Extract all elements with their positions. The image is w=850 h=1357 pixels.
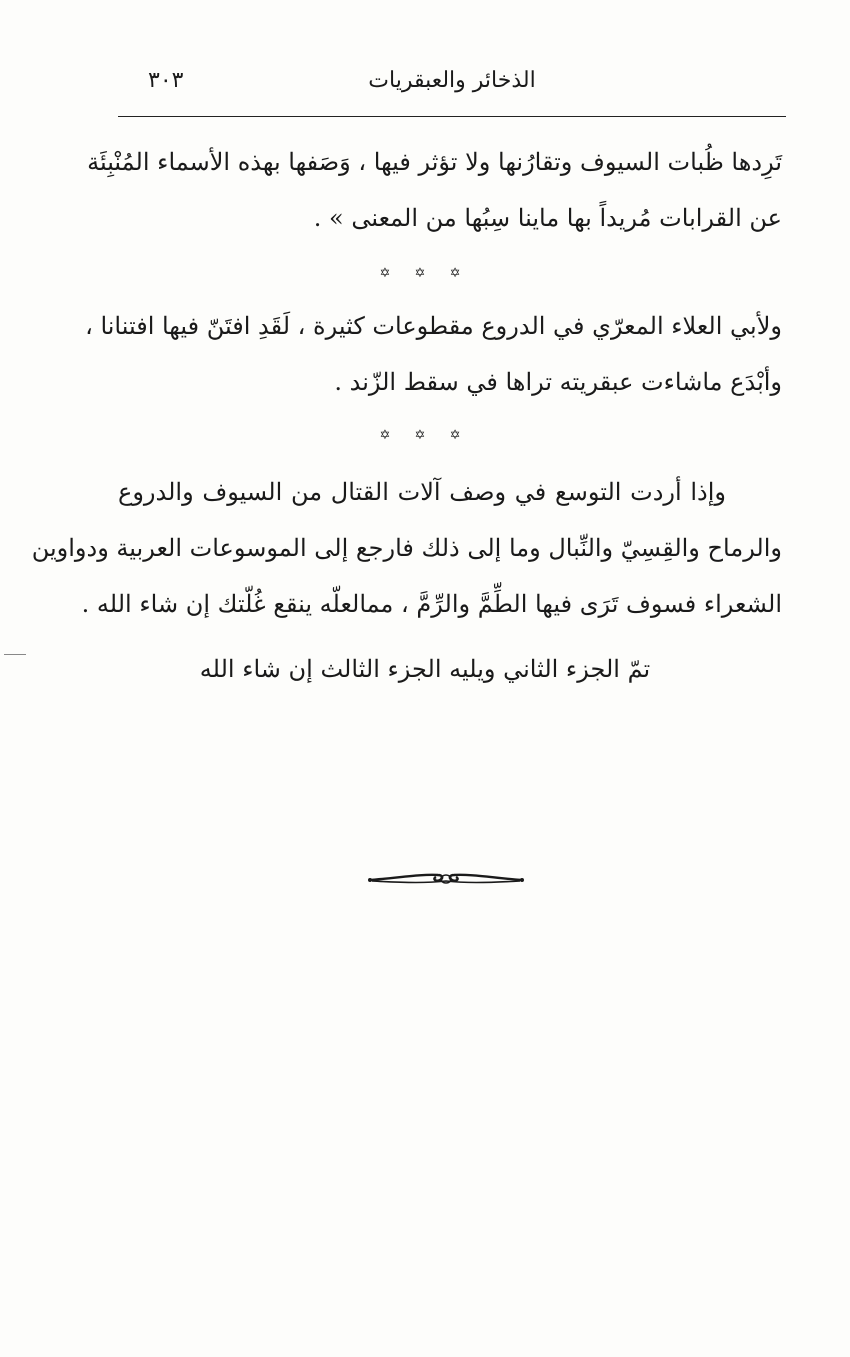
text-line: الشعراء فسوف تَرَى فيها الطِّمَّ والرِّمَّ ، ممالعلّه ينقع غُلّتك إن شاء الله .: [81, 590, 782, 618]
section-separator: ✡ ✡ ✡: [379, 266, 471, 281]
text-line: عن القرابات مُريداً بها ماينا سِبُها من المعنى » .: [313, 204, 782, 232]
paragraph-3: [31, 464, 782, 632]
scan-margin-mark: [4, 654, 26, 655]
text-line: وأبْدَع ماشاءت عبقريته تراها في سقط الزّند .: [334, 368, 782, 396]
page-number: ٣٠٣: [148, 68, 184, 93]
text-line: وإذا أردت التوسع في وصف آلات القتال من السيوف والدروع: [118, 478, 726, 506]
running-title: الذخائر والعبقريات: [368, 68, 536, 93]
volume-end-note: تمّ الجزء الثاني ويليه الجزء الثالث إن شاء الله: [199, 655, 651, 683]
text-line: والرماح والقِسِيّ والنِّبال وما إلى ذلك فارجع إلى الموسوعات العربية ودواوين: [31, 534, 782, 562]
paragraph-2: [85, 298, 782, 410]
closing-ornament: [368, 866, 524, 892]
section-separator: ✡ ✡ ✡: [379, 428, 471, 443]
text-line: ولأبي العلاء المعرّي في الدروع مقطوعات كثيرة ، لَقَدِ افتَنّ فيها افتنانا ،: [85, 312, 782, 340]
running-header: [118, 66, 786, 110]
text-line: تَرِدها ظُبات السيوف وتقارُنها ولا تؤثر فيها ، وَصَفها بهذه الأسماء المُنْبِئَة: [87, 148, 782, 176]
header-rule: [118, 116, 786, 117]
paragraph-1: [87, 134, 782, 246]
